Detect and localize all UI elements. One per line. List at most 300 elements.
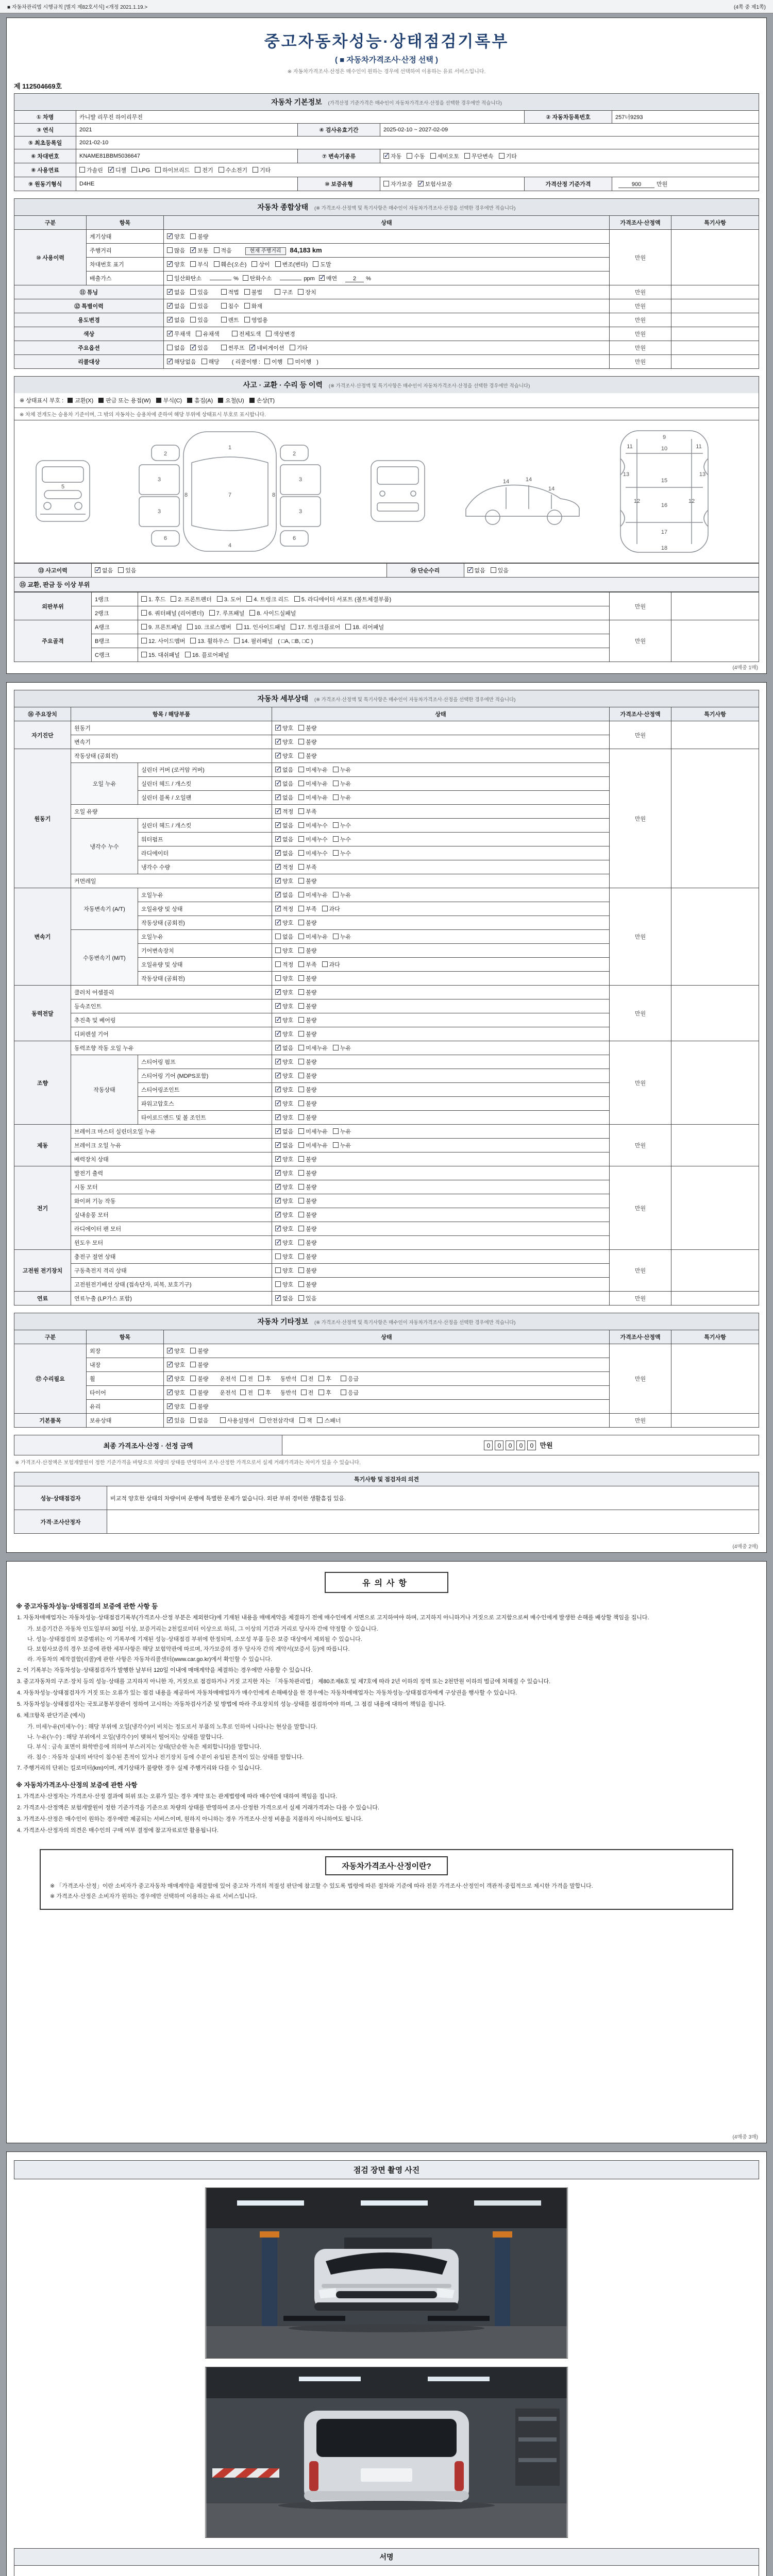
checkbox-option <box>275 1280 293 1289</box>
checkbox-option <box>244 316 268 324</box>
checkbox-label: 없음 <box>174 317 186 324</box>
text-token: 동반석 <box>280 1376 297 1382</box>
svg-text:2: 2 <box>163 451 167 457</box>
checkbox-checked-icon <box>275 892 281 897</box>
item-cell: 발전기 출력 <box>71 1166 272 1180</box>
checkbox-unchecked-icon <box>275 961 281 967</box>
checkbox-unchecked-icon <box>341 1376 346 1381</box>
checkbox-label: 있음 <box>197 317 209 324</box>
model-year-label: ③ 연식 <box>14 124 76 137</box>
incident-section-title: 사고 · 교환 · 수리 등 이력 <box>243 381 323 389</box>
amount-digit: 0 <box>484 1440 493 1450</box>
item-cell: 작동상태 (공회전) <box>138 972 272 986</box>
checkbox-label: 양호 <box>174 1376 186 1382</box>
checkbox-label: 이행 <box>272 359 283 365</box>
note-cell <box>671 341 759 355</box>
checkbox-checked-icon <box>167 1403 173 1409</box>
category-cell: 수동변속기 (M/T) <box>71 930 138 986</box>
checkbox-label: LPG <box>139 167 150 174</box>
checkbox-unchecked-icon <box>298 1017 304 1023</box>
table-row <box>14 620 759 634</box>
checkbox-label: 양호 <box>282 1184 294 1191</box>
basic-info-table <box>14 110 759 191</box>
detail-condition-table <box>14 707 759 1306</box>
device-cell: 고전원 전기장치 <box>14 1250 71 1292</box>
state-cell <box>272 777 610 791</box>
checkbox-checked-icon <box>95 567 100 573</box>
checkbox-label: 불량 <box>306 976 317 982</box>
checkbox-label: 양호 <box>282 976 294 982</box>
checkbox-option <box>383 152 401 160</box>
table-row <box>14 888 759 902</box>
checkbox-unchecked-icon <box>298 906 304 911</box>
table-row <box>14 1166 759 1180</box>
checkbox-unchecked-icon <box>190 1376 196 1381</box>
checkbox-unchecked-icon <box>171 596 176 602</box>
checkbox-label: 양호 <box>282 725 294 732</box>
checkbox-option <box>341 1388 359 1397</box>
checkbox-label: 불량 <box>306 1254 317 1260</box>
checkbox-option <box>430 152 460 160</box>
checkbox-option <box>298 724 316 732</box>
state-cell <box>272 1166 610 1180</box>
checkbox-checked-icon <box>275 767 281 772</box>
column-header: 특기사항 <box>671 707 759 721</box>
svg-text:7: 7 <box>228 492 232 498</box>
checkbox-option <box>333 933 351 941</box>
checkbox-unchecked-icon <box>318 1389 324 1395</box>
note-cell <box>671 1414 759 1428</box>
device-cell: 조향 <box>14 1041 71 1125</box>
item-cell: 오일누유 <box>138 930 272 944</box>
checkbox-label: 부족 <box>306 809 317 815</box>
checkbox-label: 네비게이션 <box>257 345 284 351</box>
checkbox-checked-icon <box>167 1348 173 1353</box>
item-cell: 보유상태 <box>87 1414 164 1428</box>
checkbox-checked-icon <box>275 739 281 744</box>
checkbox-option <box>219 166 248 174</box>
notice-line: 4. 자동차성능·상태점검자가 거짓 또는 오류가 있는 점검 내용을 제공하여 자동차매매업자가 매수인에게 손해배상을 한 경우에는 자동차매매업자는 자동차성능·상태점검자에게 구상권을 행사할 수 있습니다. <box>17 1690 517 1697</box>
checkbox-option <box>209 609 245 617</box>
engine-type-value: D4HE <box>76 177 298 191</box>
checkbox-label: 양호 <box>282 1157 294 1163</box>
checkbox-option <box>167 1375 185 1383</box>
table-row <box>14 285 759 299</box>
checkbox-unchecked-icon <box>298 1059 304 1064</box>
legend-square-icon <box>156 398 161 403</box>
checkbox-unchecked-icon <box>249 610 255 616</box>
incident-section-header <box>14 376 759 393</box>
checkbox-option <box>333 793 351 802</box>
checkbox-checked-icon <box>275 794 281 800</box>
legend-item <box>68 396 93 404</box>
checkbox-option <box>260 1416 294 1425</box>
checkbox-label: 양호 <box>174 1404 186 1410</box>
checkbox-label: 1. 후드 <box>148 597 166 603</box>
accident-history-table <box>14 563 759 578</box>
legend-label: 부식(C) <box>163 398 182 404</box>
checkbox-option <box>464 152 494 160</box>
blank-field <box>280 274 301 280</box>
checkbox-checked-icon <box>167 1417 173 1423</box>
category-cell: 작동상태 <box>71 1055 138 1125</box>
checkbox-option <box>190 1361 208 1369</box>
price-cell: 만원 <box>610 299 671 313</box>
item-cell: 실내송풍 모터 <box>71 1208 272 1222</box>
checkbox-option <box>383 180 413 188</box>
blank-field <box>210 274 231 280</box>
state-cell <box>272 944 610 958</box>
checkbox-label: 부식 <box>197 262 209 268</box>
checkbox-option <box>167 344 185 352</box>
checkbox-unchecked-icon <box>341 1389 346 1395</box>
checkbox-option <box>167 330 191 338</box>
device-cell: 원동기 <box>14 749 71 888</box>
checkbox-option <box>275 835 293 843</box>
checkbox-label: 있음 <box>125 568 137 574</box>
checkbox-label: 후 <box>265 1390 271 1396</box>
checkbox-label: 가솔린 <box>87 167 103 174</box>
legend-label: 판금 또는 용접(W) <box>106 398 151 404</box>
state-cell <box>272 958 610 972</box>
checkbox-label: 누수 <box>340 823 351 829</box>
checkbox-label: 있음 <box>497 568 509 574</box>
checkbox-option <box>418 180 452 188</box>
checkbox-label: 불량 <box>306 920 317 926</box>
state-cell <box>272 1111 610 1125</box>
state-cell <box>164 313 610 327</box>
checkbox-unchecked-icon <box>244 289 250 295</box>
checkbox-unchecked-icon <box>333 850 339 856</box>
checkbox-label: 수소전기 <box>225 167 248 174</box>
column-header: 상태 <box>164 1330 610 1344</box>
checkbox-option <box>298 1058 316 1066</box>
checkbox-option <box>275 738 293 746</box>
item-cell: 스티어링 기어 (MDPS포함) <box>138 1069 272 1083</box>
checkbox-label: 탄화수소 <box>249 276 272 282</box>
column-header: 가격조사·산정액 <box>610 707 671 721</box>
checkbox-unchecked-icon <box>298 1100 304 1106</box>
checkbox-label: 누유 <box>340 1143 351 1149</box>
checkbox-label: 6. 쿼터패널 (리어펜더) <box>148 611 204 617</box>
note-cell <box>671 313 759 327</box>
overall-section-header <box>14 198 759 215</box>
checkbox-unchecked-icon <box>298 1198 304 1204</box>
checkbox-checked-icon <box>275 1198 281 1204</box>
item-cell: 외장 <box>87 1344 164 1358</box>
checkbox-label: 후 <box>326 1376 331 1382</box>
item-cell: 타이어 <box>87 1386 164 1400</box>
basic-section-header <box>14 93 759 110</box>
car-exterior-diagram <box>29 425 431 558</box>
checkbox-checked-icon <box>275 1170 281 1176</box>
price-cell: 만원 <box>610 1250 671 1292</box>
item-cell: A랭크 <box>92 620 138 634</box>
checkbox-label: 미세누수 <box>306 823 328 829</box>
checkbox-unchecked-icon <box>253 167 258 173</box>
checkbox-option <box>275 1002 293 1010</box>
inspector-role-label: 성능·상태점검자 <box>14 1486 107 1510</box>
checkbox-option <box>275 1211 293 1219</box>
checkbox-option <box>190 1388 208 1397</box>
checkbox-option <box>190 1402 208 1411</box>
checkbox-label: 불량 <box>197 1348 209 1354</box>
note-cell <box>671 620 759 662</box>
checkbox-option <box>141 623 182 631</box>
checkbox-label: 사용설명서 <box>227 1418 255 1424</box>
checkbox-label: 미세누유 <box>306 892 328 899</box>
svg-text:2: 2 <box>292 451 296 457</box>
car-frame-diagram <box>456 425 744 558</box>
checkbox-option <box>190 316 208 324</box>
checkbox-unchecked-icon <box>232 331 238 336</box>
checkbox-unchecked-icon <box>317 1417 323 1423</box>
checkbox-label: 양호 <box>282 1268 294 1274</box>
checkbox-unchecked-icon <box>167 345 173 350</box>
checkbox-option <box>345 623 384 631</box>
checkbox-option <box>298 1099 316 1108</box>
checkbox-label: 양호 <box>282 753 294 759</box>
checkbox-unchecked-icon <box>318 1376 324 1381</box>
checkbox-label: 없음 <box>282 795 294 801</box>
price-appraisal-info-line1: ※ 「가격조사·산정」이란 소비자가 중고자동차 매매계약을 체결함에 있어 중고차 가격의 적절성 판단에 참고할 수 있도록 법령에 따른 절차와 기준에 따라 전문 가격조사·산정인이 객관적·중립적으로 제시한 가격을 말합니다. <box>50 1883 593 1889</box>
item-cell: 작동상태 (공회전) <box>71 749 272 763</box>
item-cell: C랭크 <box>92 648 138 662</box>
checkbox-checked-icon <box>275 1240 281 1245</box>
checkbox-label: 불법 <box>251 290 263 296</box>
notice-line: 다. 보험사보증의 경우 보증에 관한 세부사항은 해당 보험약관에 따르며, 자가보증의 경우 당사자 간의 계약서(보증서 등)에 따릅니다. <box>27 1646 350 1653</box>
checkbox-option <box>214 260 247 268</box>
checkbox-unchecked-icon <box>141 638 147 643</box>
checkbox-option <box>234 637 273 645</box>
checkbox-label: 미이행 <box>295 359 312 365</box>
checkbox-label: 전기 <box>202 167 213 174</box>
checkbox-checked-icon <box>275 1114 281 1120</box>
checkbox-checked-icon <box>167 303 173 309</box>
note-cell <box>671 1292 759 1306</box>
svg-text:17: 17 <box>661 529 668 535</box>
checkbox-option <box>275 1266 293 1275</box>
etc-section-header <box>14 1313 759 1330</box>
notice-line: 6. 체크항목 판단기준 (예시) <box>17 1713 85 1719</box>
checkbox-unchecked-icon <box>298 1253 304 1259</box>
blank-field: 900 <box>618 181 654 188</box>
notice-line: 2. 가격조사·산정액은 보험개발원이 정한 기준가격을 기준으로 차량의 상태를 반영하여 조사·산정한 가격으로서 실제 거래가격과는 다를 수 있습니다. <box>17 1805 379 1811</box>
category-cell: 냉각수 누수 <box>71 819 138 874</box>
checkbox-option <box>298 946 316 955</box>
checkbox-option <box>333 835 351 843</box>
basic-section-note: (가격산정 기준가격은 매수인이 자동차가격조사·산정을 선택한 경우에만 적습니다) <box>328 100 502 106</box>
svg-text:3: 3 <box>157 509 161 515</box>
checkbox-label: 불량 <box>306 1171 317 1177</box>
checkbox-option <box>108 166 126 174</box>
checkbox-option <box>275 891 293 899</box>
state-cell <box>164 272 610 285</box>
table-row <box>14 1125 759 1139</box>
device-cell: 변속기 <box>14 888 71 986</box>
state-cell <box>138 634 610 648</box>
table-header-row <box>14 216 759 230</box>
device-cell: ⑫ 특별이력 <box>14 299 164 313</box>
item-cell: 배출가스 <box>87 272 164 285</box>
checkbox-unchecked-icon <box>430 153 436 159</box>
state-cell <box>164 1372 610 1386</box>
checkbox-label: 무단변속 <box>472 154 494 160</box>
detail-section-header <box>14 690 759 707</box>
state-cell <box>164 355 610 369</box>
state-cell <box>272 1027 610 1041</box>
device-cell: ⑪ 튜닝 <box>14 285 164 299</box>
checkbox-unchecked-icon <box>275 1267 281 1273</box>
document-title: 중고자동차성능·상태점검기록부 <box>264 32 509 50</box>
final-price-unit: 만원 <box>540 1442 553 1449</box>
text-token: ) <box>316 359 318 365</box>
checkbox-label: 안전삼각대 <box>266 1418 294 1424</box>
item-cell: 디퍼렌셜 기어 <box>71 1027 272 1041</box>
legend-label: 요철(U) <box>225 398 244 404</box>
checkbox-unchecked-icon <box>190 1348 196 1353</box>
checkbox-unchecked-icon <box>264 359 270 364</box>
item-cell: 스티어링조인트 <box>138 1083 272 1097</box>
checkbox-unchecked-icon <box>221 345 227 350</box>
checkbox-unchecked-icon <box>322 961 328 967</box>
column-header: 구분 <box>14 216 87 230</box>
checkbox-checked-icon <box>275 1059 281 1064</box>
checkbox-unchecked-icon <box>298 836 304 842</box>
table-row <box>14 177 759 191</box>
price-appraisal-info-title: 자동차가격조사·산정이란? <box>325 1856 448 1875</box>
device-cell: 주요옵션 <box>14 341 164 355</box>
checkbox-unchecked-icon <box>333 1045 339 1050</box>
legend-item <box>187 396 213 404</box>
column-header: ⑯ 주요장치 <box>14 707 71 721</box>
checkbox-unchecked-icon <box>190 1389 196 1395</box>
checkbox-unchecked-icon <box>407 153 412 159</box>
checkbox-option <box>221 302 239 310</box>
checkbox-label: 양호 <box>282 1031 294 1038</box>
checkbox-unchecked-icon <box>298 878 304 884</box>
text-token: ※ 상태표시 부호 : <box>20 398 64 404</box>
checkbox-unchecked-icon <box>244 317 250 323</box>
checkbox-label: 응급 <box>347 1376 359 1382</box>
column-header: 특기사항 <box>671 216 759 230</box>
checkbox-option <box>322 905 340 913</box>
checkbox-option <box>167 246 185 255</box>
checkbox-unchecked-icon <box>298 1295 304 1301</box>
svg-text:10: 10 <box>661 446 668 452</box>
checkbox-label: 불량 <box>197 234 209 240</box>
checkbox-label: 불량 <box>306 1226 317 1232</box>
table-row <box>14 163 759 177</box>
notice-title: 유의사항 <box>325 1572 448 1593</box>
checkbox-option <box>298 1211 316 1219</box>
checkbox-option <box>190 1416 208 1425</box>
inspection-photo-rear <box>205 2367 568 2538</box>
checkbox-option <box>275 1294 293 1302</box>
incident-status-legend <box>14 393 759 408</box>
checkbox-label: 세미오토 <box>437 154 460 160</box>
checkbox-label: 미세누유 <box>306 795 328 801</box>
notice-line: 3. 가격조사·산정은 매수인이 원하는 경우에만 제공되는 서비스이며, 원하지 아니하는 경우 가격조사·산정 비용을 지불하지 아니하여도 됩니다. <box>17 1816 363 1823</box>
checkbox-option <box>141 637 185 645</box>
checkbox-unchecked-icon <box>275 1281 281 1287</box>
price-cell: 만원 <box>610 327 671 341</box>
state-cell <box>164 1414 610 1428</box>
state-cell <box>272 999 610 1013</box>
checkbox-label: 디젤 <box>115 167 127 174</box>
checkbox-checked-icon <box>383 153 389 159</box>
table-row <box>14 230 759 244</box>
checkbox-option <box>190 246 208 255</box>
svg-text:12: 12 <box>688 498 695 504</box>
item-cell: 브레이크 오일 누유 <box>71 1139 272 1153</box>
checkbox-option <box>258 1388 271 1397</box>
checkbox-unchecked-icon <box>333 767 339 772</box>
checkbox-label: 없음 <box>282 781 294 787</box>
checkbox-unchecked-icon <box>190 1362 196 1367</box>
inspector-opinion-text: 비교적 양호한 상태의 차량이며 운행에 특별한 문제가 없습니다. 외판 부위 경미한 생활흠집 있음. <box>107 1486 759 1510</box>
column-header: 특기사항 <box>671 1330 759 1344</box>
registration-number-label: ② 자동차등록번호 <box>525 111 612 124</box>
checkbox-option <box>167 260 185 268</box>
checkbox-option <box>333 1141 351 1149</box>
engine-type-label: ⑨ 원동기형식 <box>14 177 76 191</box>
price-appraisal-info-line2: ※ 가격조사·산정은 소비자가 원하는 경우에만 선택하여 이용하는 유료 서비스입니다. <box>50 1893 257 1900</box>
text-token: 운전석 <box>220 1376 237 1382</box>
checkbox-label: 많음 <box>174 248 186 254</box>
checkbox-unchecked-icon <box>298 289 304 295</box>
checkbox-unchecked-icon <box>298 975 304 981</box>
item-cell: 오일유량 및 상태 <box>138 958 272 972</box>
svg-text:4: 4 <box>228 543 232 549</box>
item-cell: 원동기 <box>71 721 272 735</box>
checkbox-unchecked-icon <box>298 1212 304 1217</box>
signature-box <box>14 2548 759 2576</box>
checkbox-unchecked-icon <box>298 947 304 953</box>
legend-square-icon <box>98 398 104 403</box>
device-cell: 리콜대상 <box>14 355 164 369</box>
checkbox-label: 적음 <box>221 248 232 254</box>
checkbox-option <box>275 988 293 996</box>
checkbox-option <box>187 623 231 631</box>
checkbox-checked-icon <box>275 1003 281 1009</box>
text-token: 운전석 <box>220 1390 237 1396</box>
checkbox-unchecked-icon <box>201 359 207 364</box>
checkbox-option <box>298 738 316 746</box>
svg-text:6: 6 <box>292 535 296 541</box>
panel-detail-etc-price <box>6 682 767 1553</box>
checkbox-option <box>333 1127 351 1136</box>
detail-section-title: 자동차 세부상태 <box>257 694 309 703</box>
state-cell <box>272 1153 610 1166</box>
checkbox-label: 화재 <box>251 303 263 310</box>
checkbox-option <box>264 358 282 366</box>
column-header: 상태 <box>164 216 610 230</box>
checkbox-option <box>220 1416 255 1425</box>
overall-section-note: (※ 가격조사·산정액 및 특기사항은 매수인이 자동차가격조사·산정을 선택한 경우에만 적습니다) <box>314 206 516 211</box>
checkbox-label: 없음 <box>282 1129 294 1135</box>
etc-section-note: (※ 가격조사·산정액 및 특기사항은 매수인이 자동차가격조사·산정을 선택한 경우에만 적습니다) <box>314 1320 516 1326</box>
checkbox-label: 누유 <box>340 795 351 801</box>
checkbox-checked-icon <box>275 1128 281 1134</box>
device-cell: 색상 <box>14 327 164 341</box>
checkbox-unchecked-icon <box>275 934 281 939</box>
table-row <box>14 1435 759 1455</box>
state-cell <box>164 1400 610 1414</box>
checkbox-checked-icon <box>275 878 281 884</box>
checkbox-unchecked-icon <box>155 167 161 173</box>
checkbox-option <box>275 807 293 816</box>
